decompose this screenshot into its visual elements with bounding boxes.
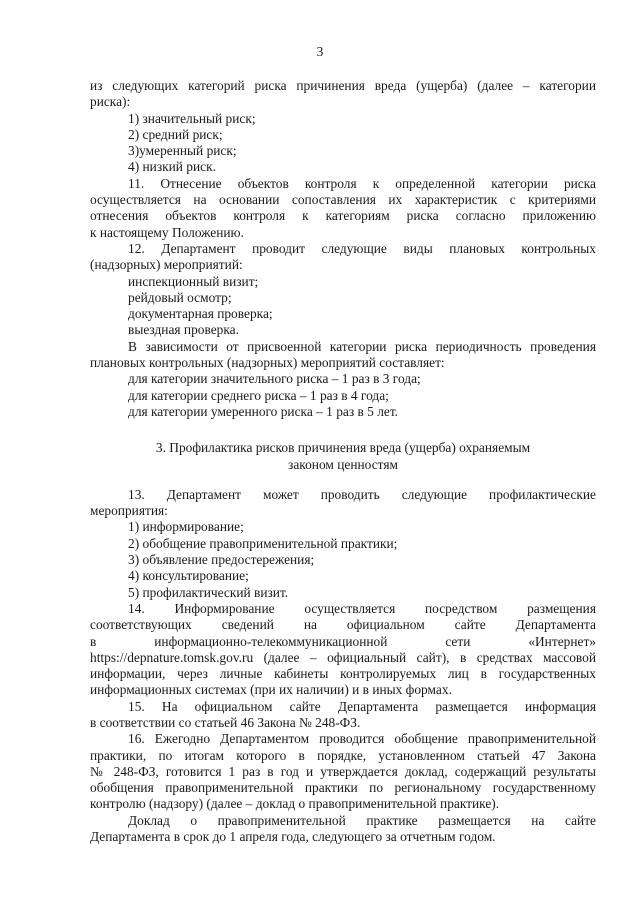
list-item: для категории значительного риска – 1 раз в 3 года; [128,371,421,387]
list-item: 1) информирование; [128,519,244,535]
paragraph-12-line: 12. Департамент проводит следующие виды плановых контрольных [128,240,596,256]
text-line: риска): [90,94,131,110]
paragraph-14-line: в информационно-телекоммуникационной сети «Интернет» [90,633,596,649]
list-item: 5) профилактический визит. [128,584,289,600]
paragraph-16-line: 16. Ежегодно Департаментом проводится обобщение правоприменительной [128,731,596,747]
list-item: инспекционный визит; [128,273,259,289]
paragraph-14-line: https://depnature.tomsk.gov.ru (далее – официальный сайт), в средствах массовой [90,649,596,665]
paragraph-13-line: мероприятия: [90,503,168,519]
list-item: для категории среднего риска – 1 раз в 4 года; [128,387,389,403]
report-paragraph-line: Доклад о правоприменительной практике размещается на сайте [128,812,596,828]
frequency-paragraph-line: плановых контрольных (надзорных) мероприятий составляет: [90,355,445,371]
paragraph-14-line: соответствующих сведений на официальном сайте Департамента [90,617,596,633]
paragraph-11-line: 11. Отнесение объектов контроля к определенной категории риска [128,175,596,191]
page-number: 3 [316,44,324,59]
list-item: выездная проверка. [128,322,239,338]
paragraph-11-line: отнесения объектов контроля к категориям риска согласно приложению [90,208,596,224]
list-item: 2) средний риск; [128,126,223,142]
list-item: документарная проверка; [128,306,273,322]
paragraph-14-line: информации, через личные кабинеты контролируемых лиц в государственных [90,666,596,682]
text-line: из следующих категорий риска причинения вреда (ущерба) (далее – категории [90,78,596,93]
list-item: 1) значительный риск; [128,110,256,126]
paragraph-14-line: 14. Информирование осуществляется посредством размещения [128,600,596,616]
paragraph-16-line: обобщения правоприменительной практики по региональному государственному [90,780,596,796]
list-item: 3)умеренный риск; [128,143,237,159]
paragraph-14-line: информационных системах (при их наличии) и в иных формах. [90,682,452,698]
list-item: 3) объявление предостережения; [128,552,315,568]
list-item: рейдовый осмотр; [128,289,232,305]
paragraph-15-line: 15. На официальном сайте Департамента размещается информация [128,698,596,714]
paragraph-11-line: к настоящему Положению. [90,224,244,240]
list-item: 4) низкий риск. [128,159,216,175]
paragraph-11-line: осуществляется на основании сопоставления их характеристик с критериями [90,192,596,208]
report-paragraph-line: Департамента в срок до 1 апреля года, следующего за отчетным годом. [90,829,496,845]
list-item: 2) обобщение правоприменительной практики; [128,535,398,551]
document-body [90,78,596,845]
paragraph-13-line: 13. Департамент может проводить следующие профилактические [128,486,596,502]
section-heading: 3. Профилактика рисков причинения вреда (ущерба) охраняемым [155,440,531,456]
list-item: для категории умеренного риска – 1 раз в 5 лет. [128,403,399,419]
list-item: 4) консультирование; [128,568,249,584]
paragraph-16-line: практики, по итогам которого в порядке, установленном статьей 47 Закона [90,747,596,763]
section-heading: законом ценностям [288,456,398,472]
frequency-paragraph-line: В зависимости от присвоенной категории риска периодичность проведения [128,338,596,354]
paragraph-12-line: (надзорных) мероприятий: [90,257,243,273]
paragraph-15-line: в соответствии со статьей 46 Закона № 248-ФЗ. [90,714,361,730]
paragraph-16-line: контролю (надзору) (далее – доклад о правоприменительной практике). [90,796,500,812]
paragraph-16-line: № 248-ФЗ, готовится 1 раз в год и утверждается доклад, содержащий результаты [90,763,596,779]
